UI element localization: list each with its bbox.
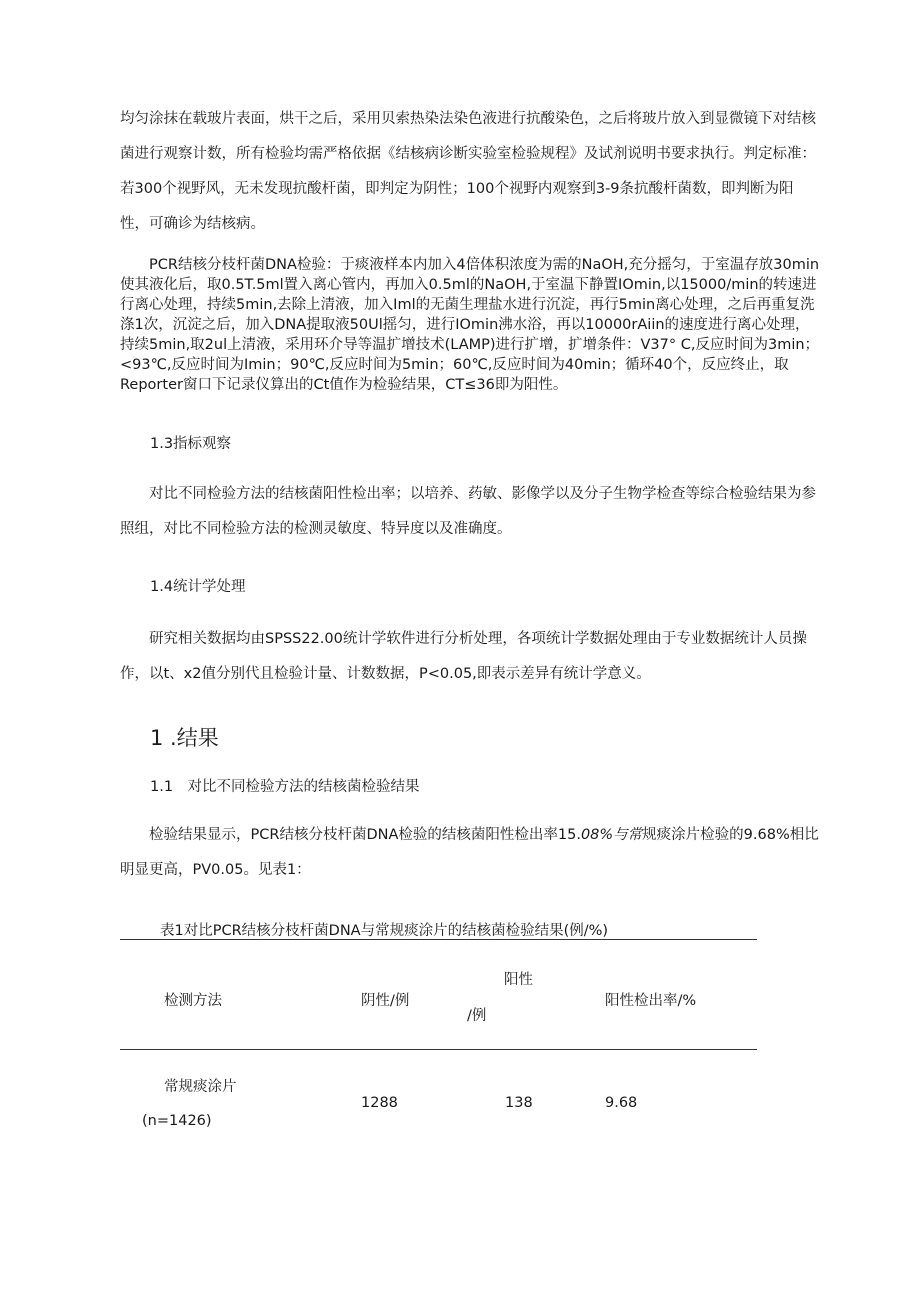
row-negative: 1288 <box>361 1095 398 1111</box>
row-positive: 138 <box>505 1095 533 1111</box>
header-rate: 阳性检出率/% <box>605 993 697 1009</box>
table-header-rule <box>120 1049 757 1050</box>
results-text-part1: 检验结果显示，PCR结核分枝杆菌DNA检验的结核菌阳性检出率15. <box>149 827 581 843</box>
table-top-rule <box>120 939 757 940</box>
row-method: 常规痰涂片 <box>164 1079 237 1095</box>
section-heading-1-3: 1.3指标观察 <box>150 436 232 452</box>
header-positive-top: 阳性 <box>504 972 533 988</box>
row-rate: 9.68 <box>605 1095 638 1111</box>
results-heading: 1 .结果 <box>150 726 219 750</box>
paragraph-statistics: 研究相关数据均由SPSS22.00统计学软件进行分析处理，各项统计学数据处理由于专业数据统计人员操作，以t、x2值分别代且检验计量、计数数据，P<0.05,即表示差异有统计学意义。 <box>120 631 807 682</box>
header-negative: 阴性/例 <box>361 993 410 1009</box>
paragraph-pcr-method: PCR结核分枝杆菌DNA检验：于痰液样本内加入4倍体积浓度为需的NaOH,充分摇匀，于室温存放30min使其液化后，取0.5T.5ml置入离心管内，再加入0.5ml的NaOH,于室温下静置IOmin,以15000/min的转速进行离心处理，持续5min,去除上清液，加入Iml的无菌生理盐水进行沉淀，再行5min离心处理，之后再重复洗涤1次，沉淀之后，加入DNA提取液50Ul摇匀，进行IOmin沸水浴，再以10000rAiin的速度进行离心处理，持续5min,取2ul上清液，采用环介导等温扩增技术(LAMP)进行扩增，扩增条件：V37° C,反应时间为3min；<93℃,反应时间为Imin；90℃,反应时间为5min；60℃,反应时间为40min；循环40个，反应终止，取Reporter窗口下记录仪算出的Ct值作为检验结果，CT≤36即为阳性。 <box>120 257 820 393</box>
table-caption: 表1对比PCR结核分枝杆菌DNA与常规痰涂片的结核菌检验结果(例/%) <box>160 923 609 939</box>
paragraph-indicator-observation: 对比不同检验方法的结核菌阳性检出率；以培养、药敏、影像学以及分子生物学检查等综合检验结果为参照组，对比不同检验方法的检测灵敏度、特异度以及准确度。 <box>120 486 816 537</box>
paragraph-results <box>120 818 820 888</box>
header-method: 检测方法 <box>164 993 222 1009</box>
paragraph-smear-staining: 均匀涂抹在载玻片表面，烘干之后，采用贝索热染法染色液进行抗酸染色，之后将玻片放入到显微镜下对结核菌进行观察计数，所有检验均需严格依据《结核病诊断实验室检验规程》及试剂说明书要求执行。判定标准：若300个视野风，无未发现抗酸杆菌，即判定为阴性；100个视野内观察到3-9条抗酸杆菌数，即判断为阳性，可确诊为结核病。 <box>120 111 816 232</box>
section-heading-1-4: 1.4统计学处理 <box>150 579 246 595</box>
results-text-italic: 08%与常 <box>580 827 643 843</box>
row-sample-size: (n=1426) <box>142 1113 212 1129</box>
header-positive-bottom: /例 <box>467 1008 487 1024</box>
results-text-part2: 规痰涂片检验的9.68%相比明显更高，PV0.05。见表1： <box>120 827 819 878</box>
section-heading-1-1: 1.1 对比不同检验方法的结核菌检验结果 <box>150 779 420 795</box>
